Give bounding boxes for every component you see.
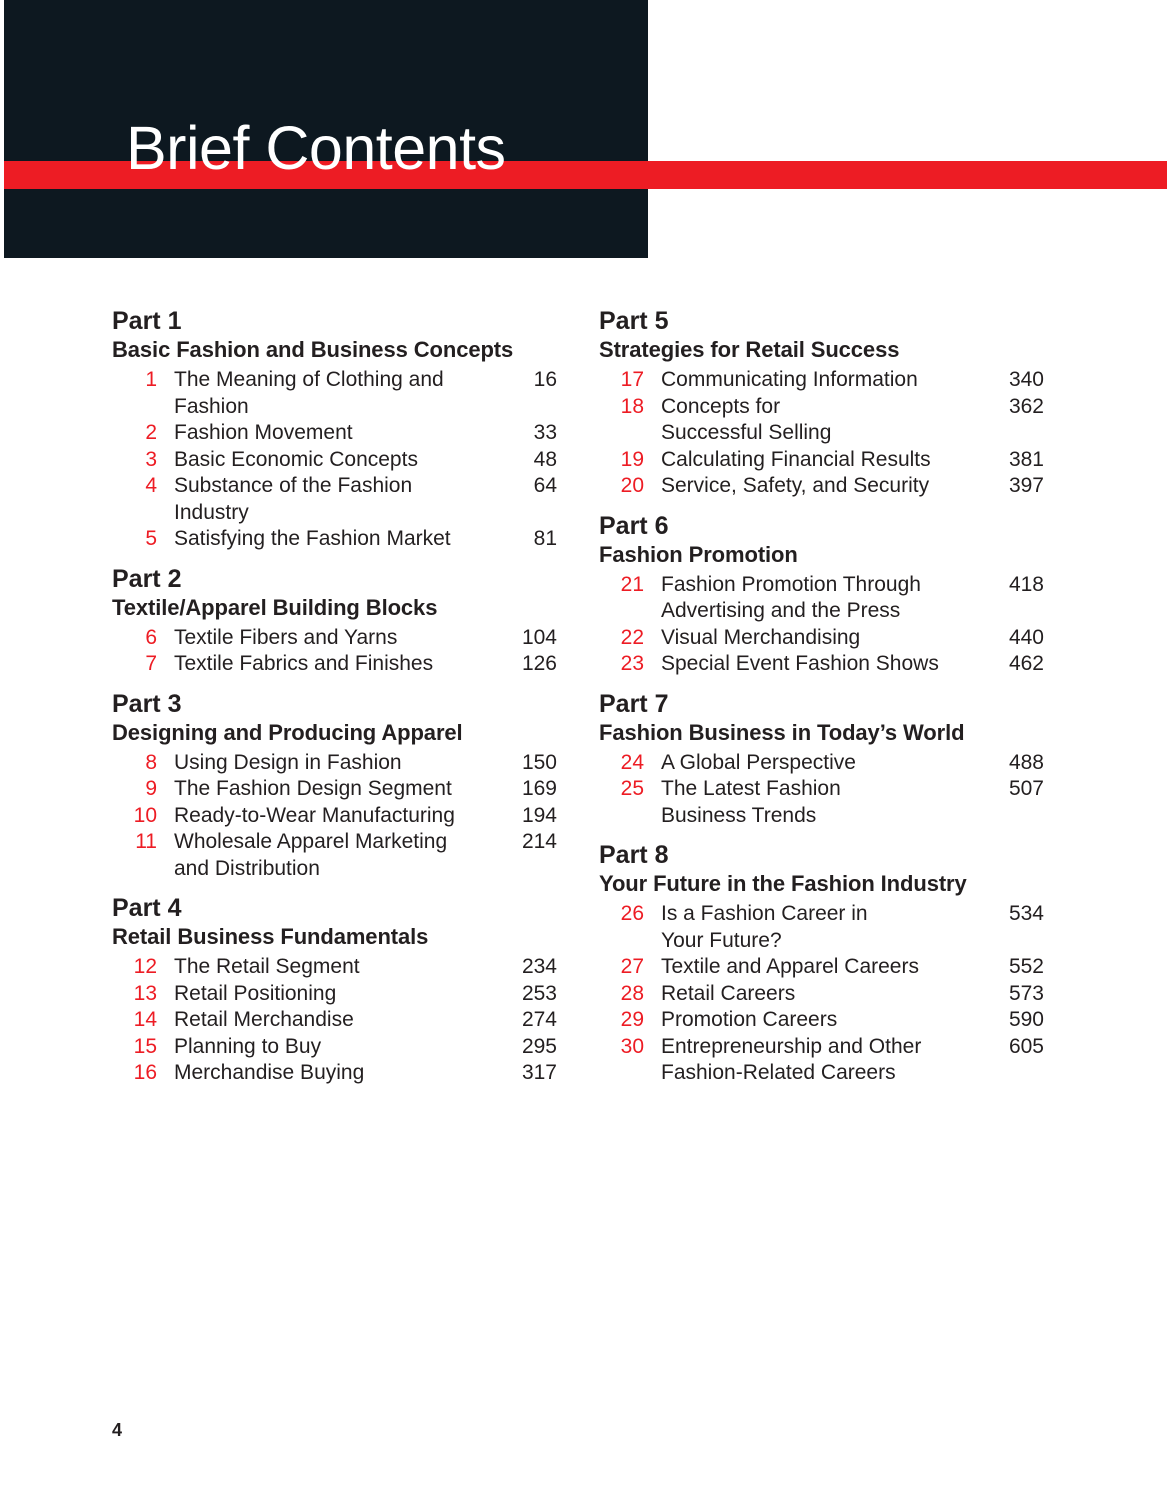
chapter-title: Is a Fashion Career in Your Future? [661, 902, 868, 952]
chapter-page: 81 [533, 527, 557, 550]
chapter-entry[interactable] [599, 625, 1059, 652]
part-title: Basic Fashion and Business Concepts [112, 337, 514, 362]
chapter-title: Retail Merchandise [174, 1008, 354, 1031]
chapter-entry[interactable] [112, 473, 572, 526]
chapter-number: 1 [145, 368, 157, 391]
part-number: Part 6 [599, 511, 669, 540]
chapter-title: Ready-to-Wear Manufacturing [174, 803, 455, 827]
chapter-page: 440 [1008, 625, 1044, 649]
chapter-title: Service, Safety, and Security [661, 474, 930, 497]
chapter-title: Wholesale Apparel Marketing and Distribution [174, 830, 448, 880]
part-number: Part 8 [599, 841, 669, 869]
chapter-entry[interactable] [599, 473, 1059, 500]
chapter-number: 30 [620, 1034, 644, 1058]
chapter-entry[interactable] [599, 776, 1059, 829]
chapter-number: 19 [620, 447, 644, 471]
part-number: Part 5 [599, 307, 669, 335]
chapter-entry[interactable] [112, 750, 572, 777]
part-number: Part 2 [112, 564, 182, 593]
chapter-page: 534 [1008, 902, 1044, 925]
chapter-page: 317 [521, 1061, 557, 1084]
chapter-page: 126 [521, 652, 557, 675]
chapter-list [112, 367, 572, 553]
chapter-number: 21 [620, 572, 644, 596]
chapter-title: Planning to Buy [174, 1034, 322, 1058]
chapter-title: Communicating Information [661, 368, 918, 391]
chapter-title: Visual Merchandising [661, 625, 861, 649]
chapter-title: Merchandise Buying [174, 1061, 365, 1084]
chapter-page: 507 [1008, 777, 1044, 800]
chapter-title: Substance of the Fashion Industry [174, 474, 413, 524]
chapter-title: The Retail Segment [174, 955, 360, 978]
chapter-page: 605 [1008, 1034, 1044, 1058]
chapter-page: 33 [533, 421, 557, 444]
chapter-number: 24 [620, 750, 644, 774]
chapter-title: Retail Careers [661, 981, 796, 1005]
chapter-title: Retail Positioning [174, 981, 337, 1005]
chapter-title: Concepts for Successful Selling [661, 394, 832, 444]
chapter-number: 17 [620, 368, 644, 391]
chapter-title: Calculating Financial Results [661, 447, 931, 471]
chapter-title: Entrepreneurship and Other Fashion-Related Careers [661, 1034, 922, 1084]
chapter-list [112, 750, 572, 883]
chapter-entry[interactable] [599, 1034, 1059, 1087]
chapter-page: 234 [521, 955, 557, 978]
chapter-entry[interactable] [599, 572, 1059, 625]
part-number: Part 4 [112, 894, 182, 922]
chapter-entry[interactable] [112, 803, 572, 830]
part-5 [599, 306, 1059, 500]
chapter-entry[interactable] [112, 954, 572, 981]
chapter-title: Textile and Apparel Careers [661, 955, 919, 978]
chapter-number: 22 [620, 625, 644, 649]
chapter-page: 362 [1008, 394, 1044, 418]
chapter-number: 2 [145, 421, 157, 444]
chapter-page: 214 [521, 830, 557, 853]
part-title: Retail Business Fundamentals [112, 924, 429, 949]
chapter-title: Fashion Promotion Through Advertising and the Press [661, 572, 921, 622]
chapter-number: 13 [133, 981, 157, 1005]
chapter-number: 15 [133, 1034, 157, 1058]
chapter-page: 169 [521, 777, 557, 800]
chapter-entry[interactable] [599, 954, 1059, 981]
page-number: 4 [112, 1420, 123, 1440]
chapter-entry[interactable] [599, 1007, 1059, 1034]
part-title: Fashion Promotion [599, 541, 798, 567]
chapter-number: 28 [620, 981, 644, 1005]
chapter-page: 488 [1008, 750, 1044, 774]
part-number: Part 7 [599, 689, 669, 718]
chapter-list [599, 367, 1059, 500]
chapter-entry[interactable] [112, 1060, 572, 1087]
chapter-number: 16 [133, 1061, 157, 1084]
chapter-entry[interactable] [112, 447, 572, 474]
chapter-title: The Fashion Design Segment [174, 777, 452, 800]
chapter-page: 340 [1008, 368, 1044, 391]
chapter-entry[interactable] [112, 1034, 572, 1061]
part-title: Textile/Apparel Building Blocks [112, 594, 438, 620]
chapter-number: 12 [133, 955, 157, 978]
part-3 [112, 689, 572, 883]
chapter-title: Using Design in Fashion [174, 750, 402, 774]
chapter-entry[interactable] [599, 901, 1059, 954]
chapter-page: 397 [1008, 474, 1044, 497]
chapter-number: 7 [145, 652, 157, 675]
chapter-entry[interactable] [599, 447, 1059, 474]
chapter-list [599, 750, 1059, 830]
chapter-number: 27 [620, 955, 644, 978]
chapter-page: 64 [533, 474, 557, 497]
chapter-number: 14 [133, 1008, 157, 1031]
contents-column-left [112, 306, 572, 1098]
chapter-entry[interactable] [112, 651, 572, 678]
chapter-entry[interactable] [599, 651, 1059, 678]
part-1 [112, 306, 572, 553]
chapter-list [112, 954, 572, 1087]
chapter-number: 23 [620, 652, 644, 675]
chapter-entry[interactable] [112, 420, 572, 447]
chapter-entry[interactable] [599, 367, 1059, 394]
chapter-entry[interactable] [112, 981, 572, 1008]
chapter-number: 8 [145, 750, 157, 774]
part-8 [599, 840, 1059, 1087]
chapter-list [599, 572, 1059, 678]
contents-column-right [599, 306, 1059, 1098]
chapter-number: 11 [135, 830, 157, 853]
chapter-entry[interactable] [112, 625, 572, 652]
chapter-number: 6 [145, 625, 157, 649]
chapter-title: The Latest Fashion Business Trends [661, 777, 841, 827]
chapter-page: 104 [521, 625, 557, 649]
chapter-number: 20 [620, 474, 644, 497]
chapter-entry[interactable] [599, 981, 1059, 1008]
chapter-page: 194 [521, 803, 557, 827]
chapter-title: Textile Fibers and Yarns [174, 625, 398, 649]
chapter-entry[interactable] [112, 776, 572, 803]
part-number: Part 3 [112, 689, 182, 718]
chapter-entry[interactable] [112, 1007, 572, 1034]
chapter-page: 590 [1008, 1008, 1044, 1031]
chapter-page: 552 [1008, 955, 1044, 978]
chapter-number: 29 [620, 1008, 644, 1031]
chapter-number: 3 [145, 447, 157, 471]
part-title: Designing and Producing Apparel [112, 719, 463, 745]
chapter-entry[interactable] [112, 829, 572, 882]
chapter-page: 295 [521, 1034, 557, 1058]
part-title: Strategies for Retail Success [599, 337, 900, 362]
chapter-title: The Meaning of Clothing and Fashion [174, 368, 444, 418]
part-4 [112, 893, 572, 1087]
chapter-number: 25 [620, 777, 644, 800]
chapter-number: 5 [145, 527, 157, 550]
chapter-page: 573 [1008, 981, 1044, 1005]
chapter-page: 381 [1008, 447, 1044, 471]
part-2 [112, 564, 572, 678]
part-number: Part 1 [112, 307, 182, 335]
part-7 [599, 689, 1059, 830]
chapter-entry[interactable] [599, 750, 1059, 777]
chapter-page: 418 [1008, 572, 1044, 596]
chapter-title: Promotion Careers [661, 1008, 838, 1031]
chapter-number: 4 [145, 474, 157, 497]
chapter-list [112, 625, 572, 678]
part-title: Fashion Business in Today’s World [599, 719, 965, 745]
chapter-page: 462 [1008, 652, 1044, 675]
chapter-number: 10 [133, 803, 157, 827]
chapter-title: A Global Perspective [661, 750, 856, 774]
chapter-number: 9 [145, 777, 157, 800]
chapter-page: 48 [533, 447, 557, 471]
chapter-page: 16 [533, 368, 557, 391]
chapter-page: 253 [521, 981, 557, 1005]
chapter-page: 274 [521, 1008, 557, 1031]
chapter-title: Fashion Movement [174, 421, 353, 444]
chapter-list [599, 901, 1059, 1087]
chapter-entry[interactable] [112, 526, 572, 553]
chapter-title: Satisfying the Fashion Market [174, 527, 451, 550]
chapter-title: Special Event Fashion Shows [661, 652, 939, 675]
page-title: Brief Contents [126, 114, 506, 182]
chapter-entry[interactable] [112, 367, 572, 420]
chapter-title: Basic Economic Concepts [174, 447, 418, 471]
chapter-number: 18 [620, 394, 644, 418]
part-title: Your Future in the Fashion Industry [599, 871, 967, 896]
part-6 [599, 511, 1059, 678]
chapter-entry[interactable] [599, 394, 1059, 447]
chapter-title: Textile Fabrics and Finishes [174, 652, 434, 675]
chapter-number: 26 [620, 902, 644, 925]
chapter-page: 150 [521, 750, 557, 774]
